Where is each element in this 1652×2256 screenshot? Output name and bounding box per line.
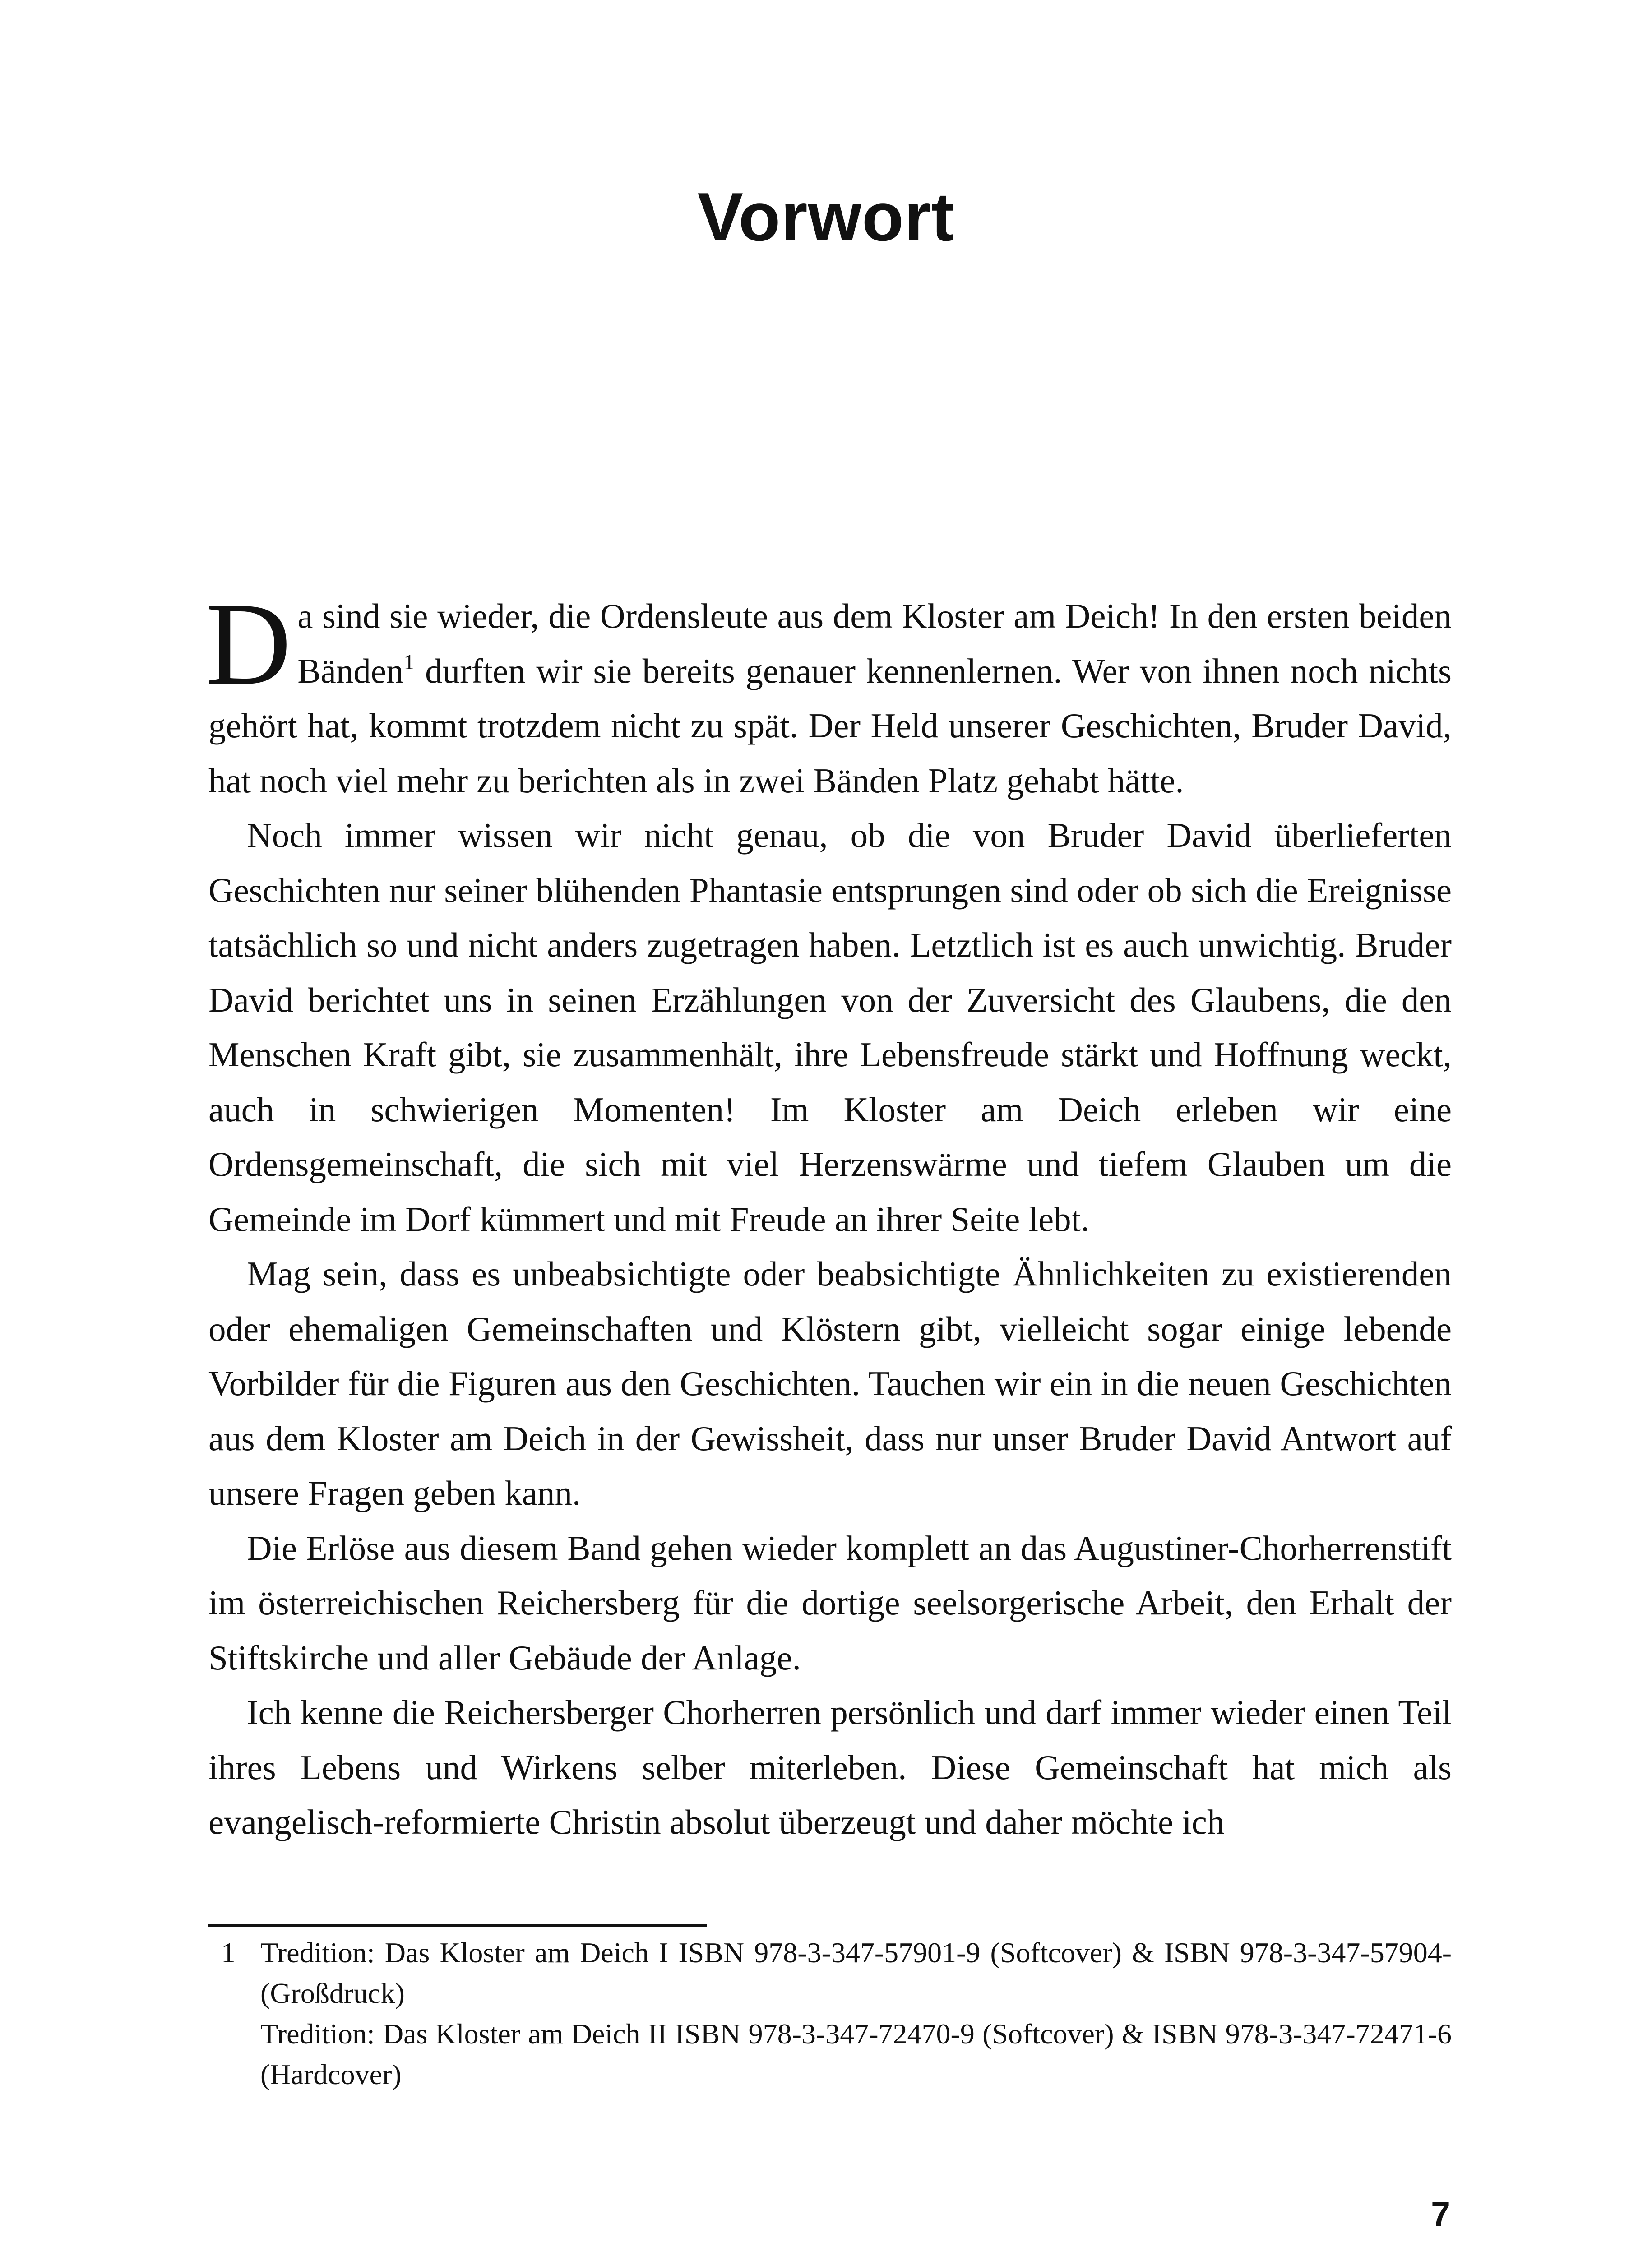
paragraph-1-text-start: a sind sie wieder, die Ordensleute aus dem Kloster am Deich! In den ersten beiden Bänden xyxy=(297,596,1452,690)
page-title: Vorwort xyxy=(697,179,955,255)
paragraph-3: Mag sein, dass es unbeabsichtigte oder beabsichtigte Ähnlichkeiten zu existierenden oder ehemaligen Gemeinschaften und Klöstern gibt, vielleicht sogar einige lebende Vorbilder für die Figuren aus den Geschichten. Tauchen wir ein in die neuen Geschichten aus dem Kloster am Deich in der Gewissheit, dass nur unser Bruder David Antwort auf unsere Fragen geben kann. xyxy=(208,1254,1452,1512)
footnote-divider xyxy=(208,1924,707,1927)
page-number: 7 xyxy=(1431,2195,1450,2234)
paragraph-1-text-end: durften wir sie bereits genauer kennenlernen. Wer von ihnen noch nichts gehört hat, kommt trotzdem nicht zu spät. Der Held unserer Geschichten, Bruder David, hat noch viel mehr zu berichten als in zwei Bänden Platz gehabt hätte. xyxy=(208,651,1452,800)
body-text xyxy=(206,578,1452,1850)
footnote xyxy=(208,1932,1452,2095)
paragraph-5: Ich kenne die Reichersberger Chorherren persönlich und darf immer wieder einen Teil ihres Lebens und Wirkens selber miterleben. Diese Gemeinschaft hat mich als evangelisch-reformierte Christin absolut überzeugt und daher möchte ich xyxy=(208,1693,1452,1841)
paragraph-4: Die Erlöse aus diesem Band gehen wieder komplett an das Augustiner-Chorherrenstift im österreichischen Reichersberg für die dortige seelsorgerische Arbeit, den Erhalt der Stiftskirche und aller Gebäude der Anlage. xyxy=(208,1528,1452,1677)
paragraph-1 xyxy=(206,578,1452,808)
footnote-reference: 1 xyxy=(403,650,415,674)
footnote-line-1: Tredition: Das Kloster am Deich I ISBN 978-3-347-57901-9 (Softcover) & ISBN 978-3-347-57904- (Großdruck) xyxy=(260,1937,1452,2009)
drop-cap: D xyxy=(206,578,292,709)
footnote-content xyxy=(260,1932,1452,2095)
paragraph-2: Noch immer wissen wir nicht genau, ob die von Bruder David überlieferten Geschichten nur seiner blühenden Phantasie entsprungen sind oder ob sich die Ereignisse tatsächlich so und nicht anders zugetragen haben. Letztlich ist es auch unwichtig. Bruder David berichtet uns in seinen Erzählungen von der Zuversicht des Glaubens, die den Menschen Kraft gibt, sie zusammenhält, ihre Lebensfreude stärkt und Hoffnung weckt, auch in schwierigen Momenten! Im Kloster am Deich erleben wir eine Ordensgemeinschaft, die sich mit viel Herzenswärme und tiefem Glauben um die Gemeinde im Dorf kümmert und mit Freude an ihrer Seite lebt. xyxy=(208,816,1452,1239)
footnote-line-2: Tredition: Das Kloster am Deich II ISBN 978-3-347-72470-9 (Softcover) & ISBN 978-3-347-72471-6 (Hardcover) xyxy=(260,2018,1452,2090)
footnote-number: 1 xyxy=(221,1937,236,1969)
